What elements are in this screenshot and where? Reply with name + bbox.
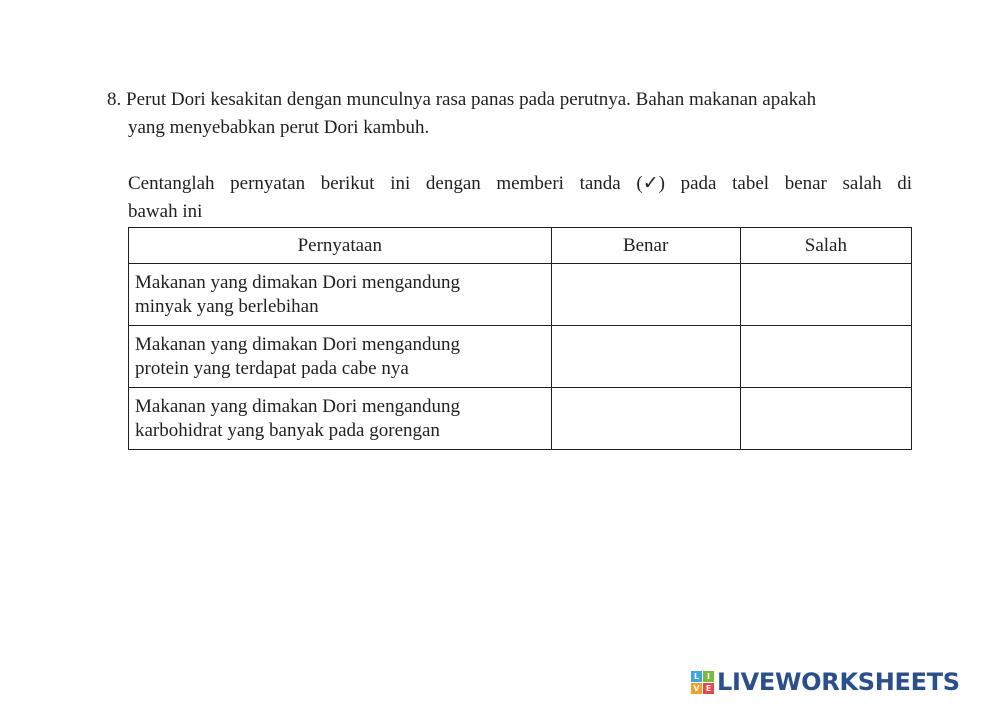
instruction-word: di — [897, 173, 912, 194]
question-block — [107, 86, 913, 142]
benar-answer-cell[interactable] — [551, 326, 740, 388]
statement-line: Makanan yang dimakan Dori mengandung — [135, 395, 461, 417]
instruction-word: Centanglah — [128, 173, 215, 194]
statement-line: minyak yang berlebihan — [135, 295, 319, 317]
instruction-word: ini — [390, 173, 411, 194]
statement-cell — [129, 388, 552, 450]
logo-letter: L — [691, 671, 702, 682]
table-row — [129, 326, 912, 388]
logo-letter: E — [703, 683, 714, 694]
instruction-word: benar — [784, 173, 827, 194]
salah-answer-cell[interactable] — [740, 264, 911, 326]
statement-line: protein yang terdapat pada cabe nya — [135, 357, 409, 379]
instruction-line-1 — [128, 170, 912, 198]
header-benar: Benar — [551, 228, 740, 264]
brand-wordmark: LIVEWORKSHEETS — [717, 668, 960, 696]
instruction-block — [128, 170, 912, 226]
header-salah: Salah — [740, 228, 911, 264]
header-pernyataan: Pernyataan — [129, 228, 552, 264]
instruction-line-2: bawah ini — [128, 201, 203, 222]
statement-cell — [129, 326, 552, 388]
statement-line: Makanan yang dimakan Dori mengandung — [135, 333, 461, 355]
instruction-word: memberi — [496, 173, 564, 194]
statement-line: Makanan yang dimakan Dori mengandung — [135, 271, 461, 293]
benar-answer-cell[interactable] — [551, 264, 740, 326]
table-row — [129, 264, 912, 326]
checkmark-symbol: (✓) — [636, 173, 665, 194]
true-false-table — [128, 227, 912, 450]
statement-cell — [129, 264, 552, 326]
instruction-word: pernyatan — [230, 173, 306, 194]
salah-answer-cell[interactable] — [740, 388, 911, 450]
instruction-word: tanda — [579, 173, 621, 194]
question-number: 8. — [107, 89, 122, 110]
liveworksheets-brand[interactable] — [691, 667, 960, 697]
instruction-word: berikut — [320, 173, 375, 194]
benar-answer-cell[interactable] — [551, 388, 740, 450]
instruction-word: pada — [680, 173, 717, 194]
question-text-line-2: yang menyebabkan perut Dori kambuh. — [128, 117, 430, 138]
logo-letter: I — [703, 671, 714, 682]
question-text-line-1: Perut Dori kesakitan dengan munculnya rasa panas pada perutnya. Bahan makanan apakah — [126, 89, 817, 110]
logo-letter: V — [691, 683, 702, 694]
liveworksheets-logo-icon — [691, 671, 714, 694]
table-header-row — [129, 228, 912, 264]
table-row — [129, 388, 912, 450]
statement-line: karbohidrat yang banyak pada gorengan — [135, 419, 440, 441]
salah-answer-cell[interactable] — [740, 326, 911, 388]
instruction-word: dengan — [425, 173, 481, 194]
instruction-word: tabel — [732, 173, 770, 194]
question-line-1 — [107, 86, 913, 114]
instruction-word: salah — [842, 173, 882, 194]
